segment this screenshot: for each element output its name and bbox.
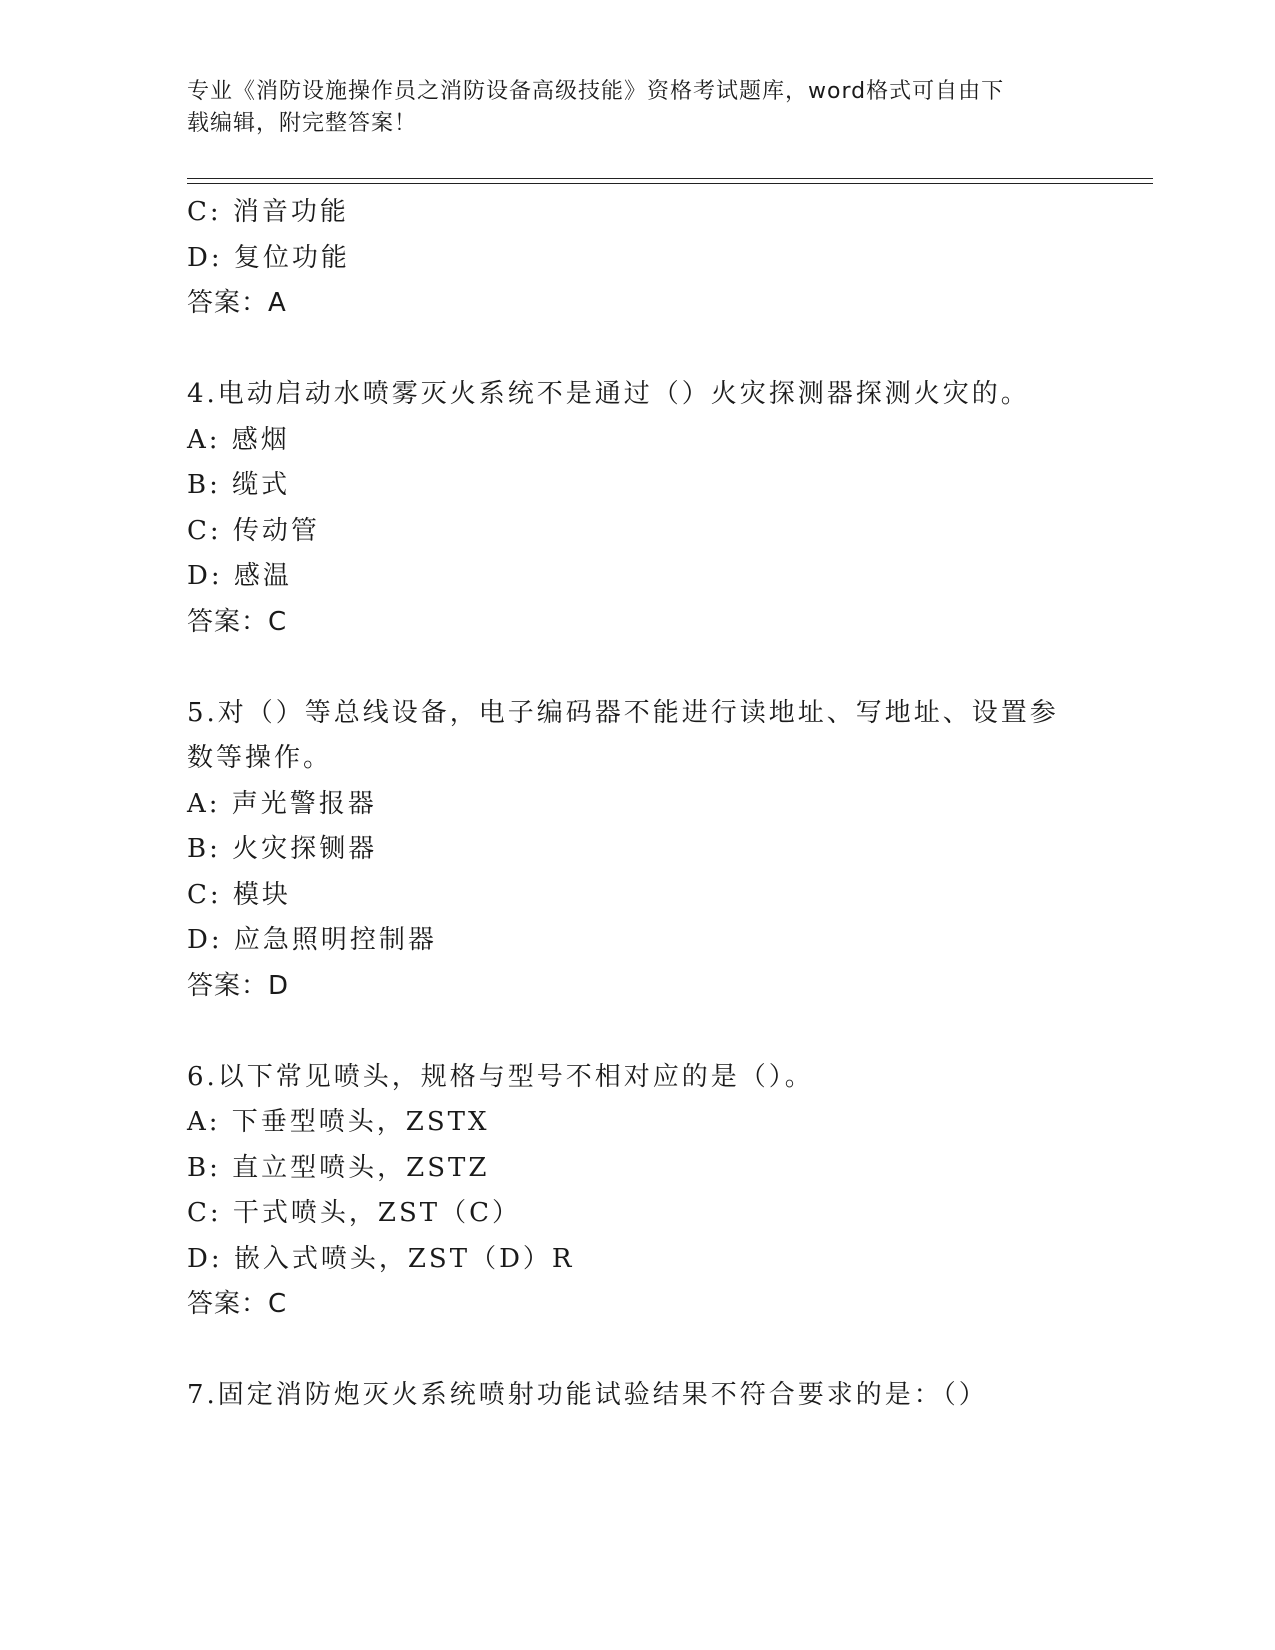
spacer <box>187 1009 1087 1055</box>
spacer <box>187 327 1087 373</box>
q4-option-c: C: 传动管 <box>187 515 320 546</box>
header-rule-bottom <box>187 183 1153 184</box>
q5-option-c: C: 模块 <box>187 879 291 910</box>
document-header <box>187 76 1067 140</box>
q6-answer: 答案：C <box>187 1289 288 1319</box>
q4-option-a: A: 感烟 <box>187 424 290 455</box>
q4-answer: 答案：C <box>187 606 288 637</box>
q6-option-a: A: 下垂型喷头，ZSTX <box>187 1107 490 1137</box>
q6-option-c: C: 干式喷头，ZST（C） <box>187 1198 522 1228</box>
q4-option-d: D: 感温 <box>187 561 292 591</box>
q6-option-d: D: 嵌入式喷头，ZST（D）R <box>187 1243 575 1274</box>
q4-question: 4.电动启动水喷雾灭火系统不是通过（）火灾探测器探测火灾的。 <box>187 379 1030 409</box>
q7-question: 7.固定消防炮灭火系统喷射功能试验结果不符合要求的是：（） <box>187 1380 988 1410</box>
spacer <box>187 1328 1087 1374</box>
q5-option-d: D: 应急照明控制器 <box>187 925 437 955</box>
header-rule-top <box>187 178 1153 179</box>
q5-answer: 答案：D <box>187 970 290 1001</box>
q5-question-line1: 5.对（）等总线设备，电子编码器不能进行读地址、写地址、设置参 <box>187 697 1059 728</box>
header-title-line2: 载编辑，附完整答案！ <box>187 111 418 136</box>
q5-option-a: A: 声光警报器 <box>187 788 377 819</box>
q6-option-b: B: 直立型喷头，ZSTZ <box>187 1152 490 1183</box>
question-list <box>187 190 1087 1419</box>
q6-question: 6.以下常见喷头，规格与型号不相对应的是（）。 <box>187 1061 814 1092</box>
q5-option-b: B: 火灾探铡器 <box>187 834 378 864</box>
q3-answer: 答案：A <box>187 288 287 318</box>
q5-question-line2: 数等操作。 <box>187 743 333 773</box>
q3-option-d: D: 复位功能 <box>187 242 350 273</box>
q3-option-c: C: 消音功能 <box>187 197 349 227</box>
header-title-line1: 专业《消防设施操作员之消防设备高级技能》资格考试题库，word格式可自由下 <box>187 79 1005 104</box>
spacer <box>187 645 1087 691</box>
q4-option-b: B: 缆式 <box>187 470 291 500</box>
